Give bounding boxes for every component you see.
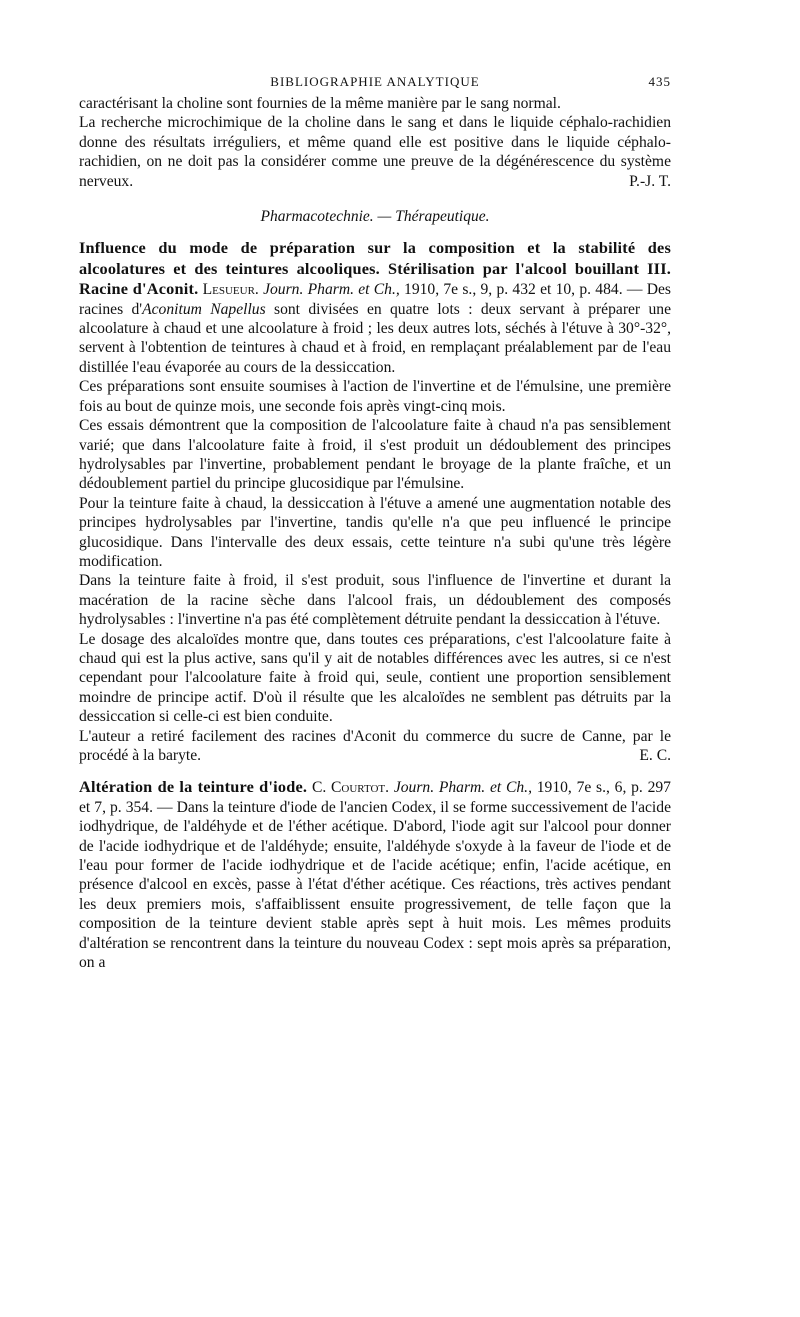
- article-1-paragraph-3: Ces essais démontrent que la composition de l'alcoolature faite à chaud n'a pas sensiblement varié; que dans l'alcoolature faite à froid, il s'est produit un dédoublement des principes hydrolysables par l'invertine, probablement pendant le broyage de la plante fraîche, et un dédoublement partiel du principe glucosidique par l'émulsine.: [79, 417, 671, 493]
- article-2-journal: Journ. Pharm. et Ch.,: [393, 779, 532, 797]
- article-2-lead: [79, 777, 671, 972]
- article-2-title: Altération de la teinture d'iode.: [79, 777, 308, 797]
- article-1-paragraph-7: [79, 727, 671, 766]
- page-header: [79, 72, 671, 94]
- intro-paragraph-1: caractérisant la choline sont fournies de la même manière par le sang normal.: [79, 95, 561, 112]
- intro-paragraph-2-text: La recherche microchimique de la choline dans le sang et dans le liquide céphalo-rachidien donne des résultats irréguliers, et même quand elle est positive dans le liquide céphalo-rachidien, on ne doit pas la considérer comme une preuve de la dégénérescence du système nerveux.: [79, 114, 671, 190]
- article-1-author: Lesueur.: [202, 281, 259, 299]
- article-1-paragraph-2: Ces préparations sont ensuite soumises à l'action de l'invertine et de l'émulsine, une première fois au bout de quinze mois, une seconde fois après vingt-cinq mois.: [79, 378, 671, 415]
- running-title: BIBLIOGRAPHIE ANALYTIQUE: [270, 74, 480, 89]
- section-heading: Pharmacotechnie. — Thérapeutique.: [260, 208, 490, 226]
- article-2-author: C. Courtot.: [311, 779, 390, 797]
- spacer: [79, 765, 671, 777]
- signature: P.-J. T.: [629, 172, 671, 190]
- article-1-journal: Journ. Pharm. et Ch.,: [263, 281, 400, 299]
- document-page: [79, 72, 671, 972]
- article-1-paragraph-4: Pour la teinture faite à chaud, la dessiccation à l'étuve a amené une augmentation notable des principes hydrolysables par l'invertine, tandis qu'elle n'a que peu influencé le principe glucosidique. Dans l'intervalle des deux essais, cette teinture n'a subi qu'une très légère modification.: [79, 494, 671, 570]
- article-2-ref: 1910, 7e s., 6, p. 297 et 7, p. 354.: [79, 779, 671, 816]
- article-1-species: Aconitum Napellus: [142, 300, 266, 318]
- article-1-title: Influence du mode de préparation sur la composition et la stabilité des alcoolatures et des teintures alcooliques. Stérilisation par l'alcool bouillant III. Racine d'Aconit.: [79, 238, 671, 299]
- intro-paragraph-2: [79, 113, 671, 191]
- article-1-paragraph-6: Le dosage des alcaloïdes montre que, dans toutes ces préparations, c'est l'alcoolature faite à chaud qui est la plus active, sans qu'il y ait de notables différences avec les autres, si ce n'est cependant pour l'alcoolature faite à froid qui, seule, contient une proportion sensiblement moindre de principe actif. D'où il résulte que les alcaloïdes ne semblent pas détruits par la dessiccation si celle-ci est bien conduite.: [79, 630, 671, 726]
- signature: E. C.: [639, 747, 671, 764]
- article-2-body: — Dans la teinture d'iode de l'ancien Codex, il se forme successivement de l'acide iodhydrique, de l'aldéhyde et de l'éther acétique. D'abord, l'iode agit sur l'alcool pour donner de l'acide iodhydrique et de l'aldéhyde; ensuite, l'aldéhyde s'oxyde à la faveur de l'iode et de l'eau pour former de l'acide iodhydrique et de l'acide acétique; enfin, l'acide acétique, en présence d'alcool en excès, passe à l'état d'éther acétique. Ces réactions, très actives pendant les deux premiers mois, s'affaiblissent ensuite progressivement, de telle façon que la composition de la teinture devient stable après sept à huit mois. Les mêmes produits d'altération se rencontrent dans la teinture du nouveau Codex : sept mois après sa préparation, on a: [79, 798, 671, 972]
- article-1-lead-text: sont divisées en quatre lots : deux servant à préparer une alcoolature à chaud et une alcoolature à froid ; les deux autres lots, séchés à l'étuve à 30°-32°, servent à l'obtention de teintures à chaud et à froid, en remplaçant préalablement par de l'eau distillée l'eau évaporée au cours de la dessiccation.: [79, 300, 671, 376]
- article-1-ref: 1910, 7e s., 9, p. 432 et 10, p. 484. — Des racines d': [79, 281, 671, 318]
- article-1-lead: [79, 238, 671, 377]
- page-number: 435: [648, 74, 671, 89]
- article-1-paragraph-7-text: L'auteur a retiré facilement des racines d'Aconit du commerce du sucre de Canne, par le procédé à la baryte.: [79, 727, 671, 764]
- article-1-paragraph-5: Dans la teinture faite à froid, il s'est produit, sous l'influence de l'invertine et durant la macération de la racine sèche dans l'alcool frais, un dédoublement des composés hydrolysables : l'invertine n'a pas été complètement détruite pendant la dessiccation à l'étuve.: [79, 572, 671, 629]
